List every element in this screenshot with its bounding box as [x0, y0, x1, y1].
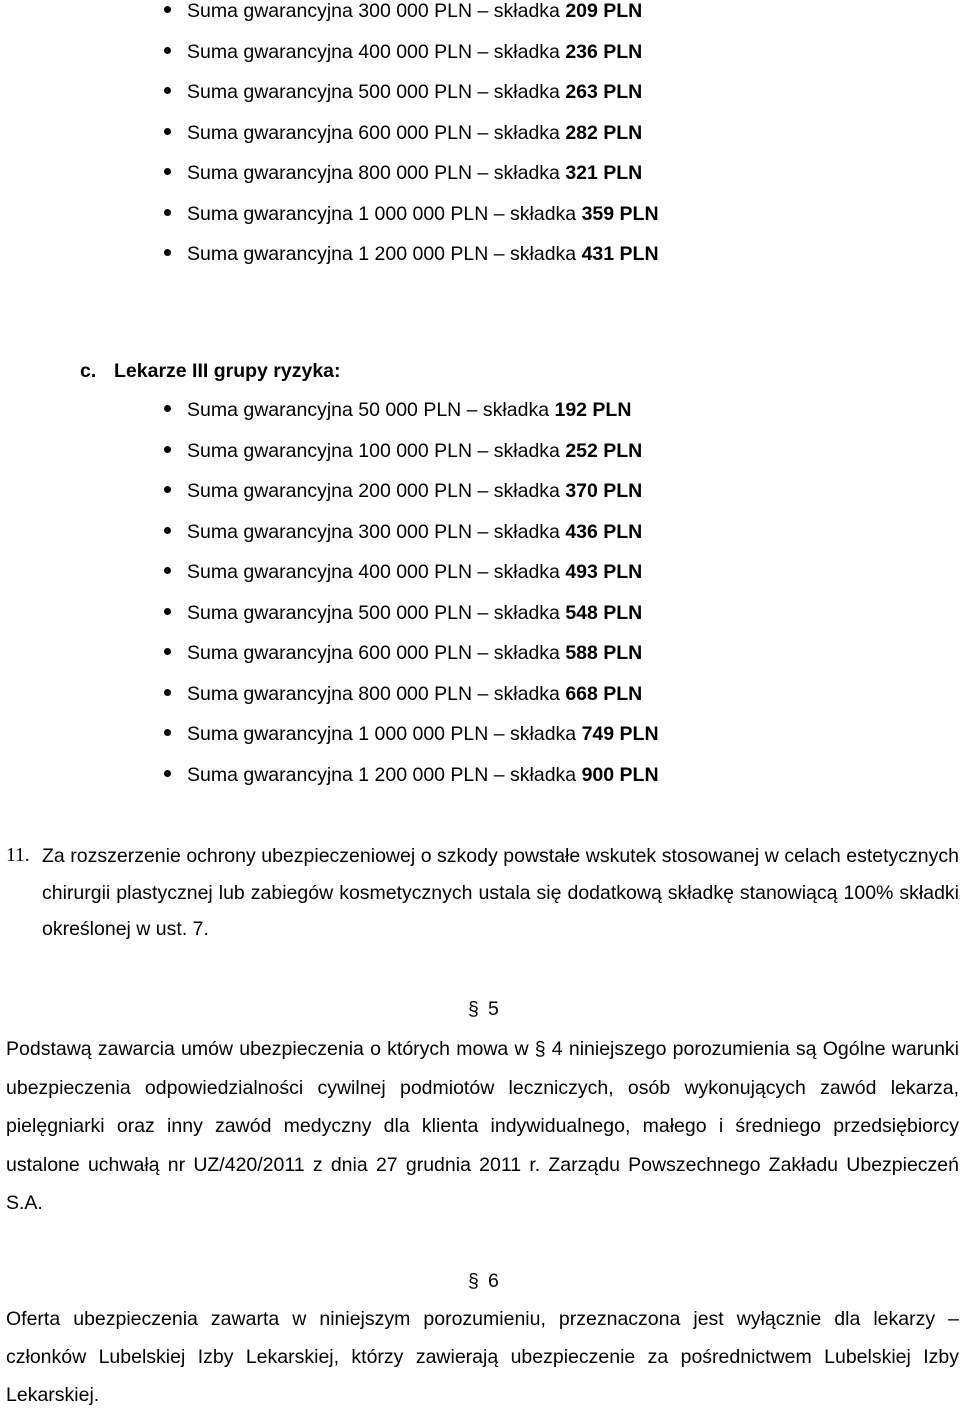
bullet-icon: [164, 486, 171, 493]
bullet-icon: [164, 47, 171, 54]
section-6-text: Oferta ubezpieczenia zawarta w niniejszym porozumieniu, przeznaczona jest wyłącznie dla lekarzy – członków Lubelskiej Izby Lekarskiej, którzy zawierają ubezpieczenie za pośrednictwem Lubelskiej Izby Lekarskiej.: [6, 1308, 959, 1406]
item-fee: 209 PLN: [565, 0, 643, 22]
item-text: Suma gwarancyjna 500 000 PLN – składka: [187, 601, 566, 624]
bullet-icon: [164, 527, 171, 534]
section-5-text: Podstawą zawarcia umów ubezpieczenia o których mowa w § 4 niniejszego porozumienia są Ogólne warunki ubezpieczenia odpowiedzialności cywilnej podmiotów leczniczych, osób wykonujących zawód lekarza, pielęgniarki oraz inny zawód medyczny dla klienta indywidualnego, małego i średniego przedsiębiorcy ustalone uchwałą nr UZ/420/2011 z dnia 27 grudnia 2011 r. Zarządu Powszechnego Zakładu Ubezpieczeń S.A.: [6, 1038, 959, 1214]
section-6-heading: [468, 1266, 499, 1296]
item-fee: 431 PLN: [581, 243, 659, 265]
item-text: Suma gwarancyjna 600 000 PLN – składka: [187, 121, 566, 144]
bullet-icon: [164, 209, 171, 216]
item-text: Suma gwarancyjna 300 000 PLN – składka: [187, 520, 566, 543]
item-text: Suma gwarancyjna 800 000 PLN – składka: [187, 682, 566, 705]
item-fee: 493 PLN: [565, 561, 643, 583]
item-fee: 668 PLN: [565, 682, 643, 705]
item-fee: 236 PLN: [565, 40, 643, 63]
item-text: Suma gwarancyjna 1 200 000 PLN – składka: [187, 763, 582, 786]
list-item: [164, 719, 659, 749]
section-6-sign: §: [468, 1270, 479, 1292]
item-text: Suma gwarancyjna 200 000 PLN – składka: [187, 480, 566, 502]
item-fee: 263 PLN: [565, 81, 643, 103]
list-item: [164, 638, 642, 668]
list-item: [164, 199, 659, 229]
bullet-icon: [164, 567, 171, 574]
item-fee: 436 PLN: [565, 520, 643, 543]
group-c-heading: [80, 356, 341, 386]
bullet-icon: [164, 168, 171, 175]
item-text: Suma gwarancyjna 1 000 000 PLN – składka: [187, 723, 582, 745]
bullet-icon: [164, 729, 171, 736]
list-item: [164, 557, 642, 587]
point-11: [0, 838, 960, 948]
item-text: Suma gwarancyjna 600 000 PLN – składka: [187, 642, 566, 664]
item-text: Suma gwarancyjna 1 200 000 PLN – składka: [187, 243, 582, 265]
section-5-sign: §: [468, 998, 479, 1020]
section-6-number: 6: [488, 1270, 499, 1292]
item-text: Suma gwarancyjna 1 000 000 PLN – składka: [187, 202, 582, 225]
item-fee: 749 PLN: [581, 723, 659, 745]
list-item: [164, 118, 642, 148]
list-item: [164, 679, 642, 709]
list-item: [164, 476, 642, 506]
item-text: Suma gwarancyjna 400 000 PLN – składka: [187, 40, 566, 63]
item-fee: 588 PLN: [565, 642, 643, 664]
list-item: [164, 77, 642, 107]
bullet-icon: [164, 87, 171, 94]
list-item: [164, 0, 642, 26]
item-fee: 370 PLN: [565, 480, 643, 502]
list-item: [164, 436, 642, 466]
list-item: [164, 598, 642, 628]
item-text: Suma gwarancyjna 100 000 PLN – składka: [187, 439, 566, 462]
bullet-icon: [164, 608, 171, 615]
bullet-icon: [164, 770, 171, 777]
section-5-number: 5: [488, 998, 499, 1020]
group-c-letter: c.: [80, 360, 97, 382]
list-item: [164, 760, 659, 790]
section-5-heading: [468, 994, 499, 1024]
item-fee: 192 PLN: [554, 399, 632, 421]
bullet-icon: [164, 446, 171, 453]
item-text: Suma gwarancyjna 400 000 PLN – składka: [187, 561, 566, 583]
group-c-title: Lekarze III grupy ryzyka:: [114, 360, 341, 382]
item-fee: 359 PLN: [581, 202, 659, 225]
item-fee: 282 PLN: [565, 121, 643, 144]
item-text: Suma gwarancyjna 500 000 PLN – składka: [187, 81, 566, 103]
point-11-text: Za rozszerzenie ochrony ubezpieczeniowej o szkody powstałe wskutek stosowanej w celach estetycznych chirurgii plastycznej lub zabiegów kosmetycznych ustala się dodatkową składkę stanowiącą 100% składki określonej w ust. 7.: [42, 845, 959, 940]
item-fee: 321 PLN: [565, 162, 643, 184]
item-text: Suma gwarancyjna 800 000 PLN – składka: [187, 162, 566, 184]
list-item: [164, 239, 659, 269]
bullet-icon: [164, 128, 171, 135]
item-fee: 900 PLN: [581, 763, 659, 786]
list-item: [164, 158, 642, 188]
bullet-icon: [164, 405, 171, 412]
item-text: Suma gwarancyjna 300 000 PLN – składka: [187, 0, 566, 22]
item-fee: 252 PLN: [565, 439, 643, 462]
item-fee: 548 PLN: [565, 601, 643, 624]
bullet-icon: [164, 689, 171, 696]
item-text: Suma gwarancyjna 50 000 PLN – składka: [187, 399, 555, 421]
bullet-icon: [164, 6, 171, 13]
bullet-icon: [164, 648, 171, 655]
bullet-icon: [164, 249, 171, 256]
list-item: [164, 37, 642, 67]
list-item: [164, 395, 631, 425]
list-item: [164, 517, 642, 547]
point-11-number: 11.: [6, 845, 30, 866]
